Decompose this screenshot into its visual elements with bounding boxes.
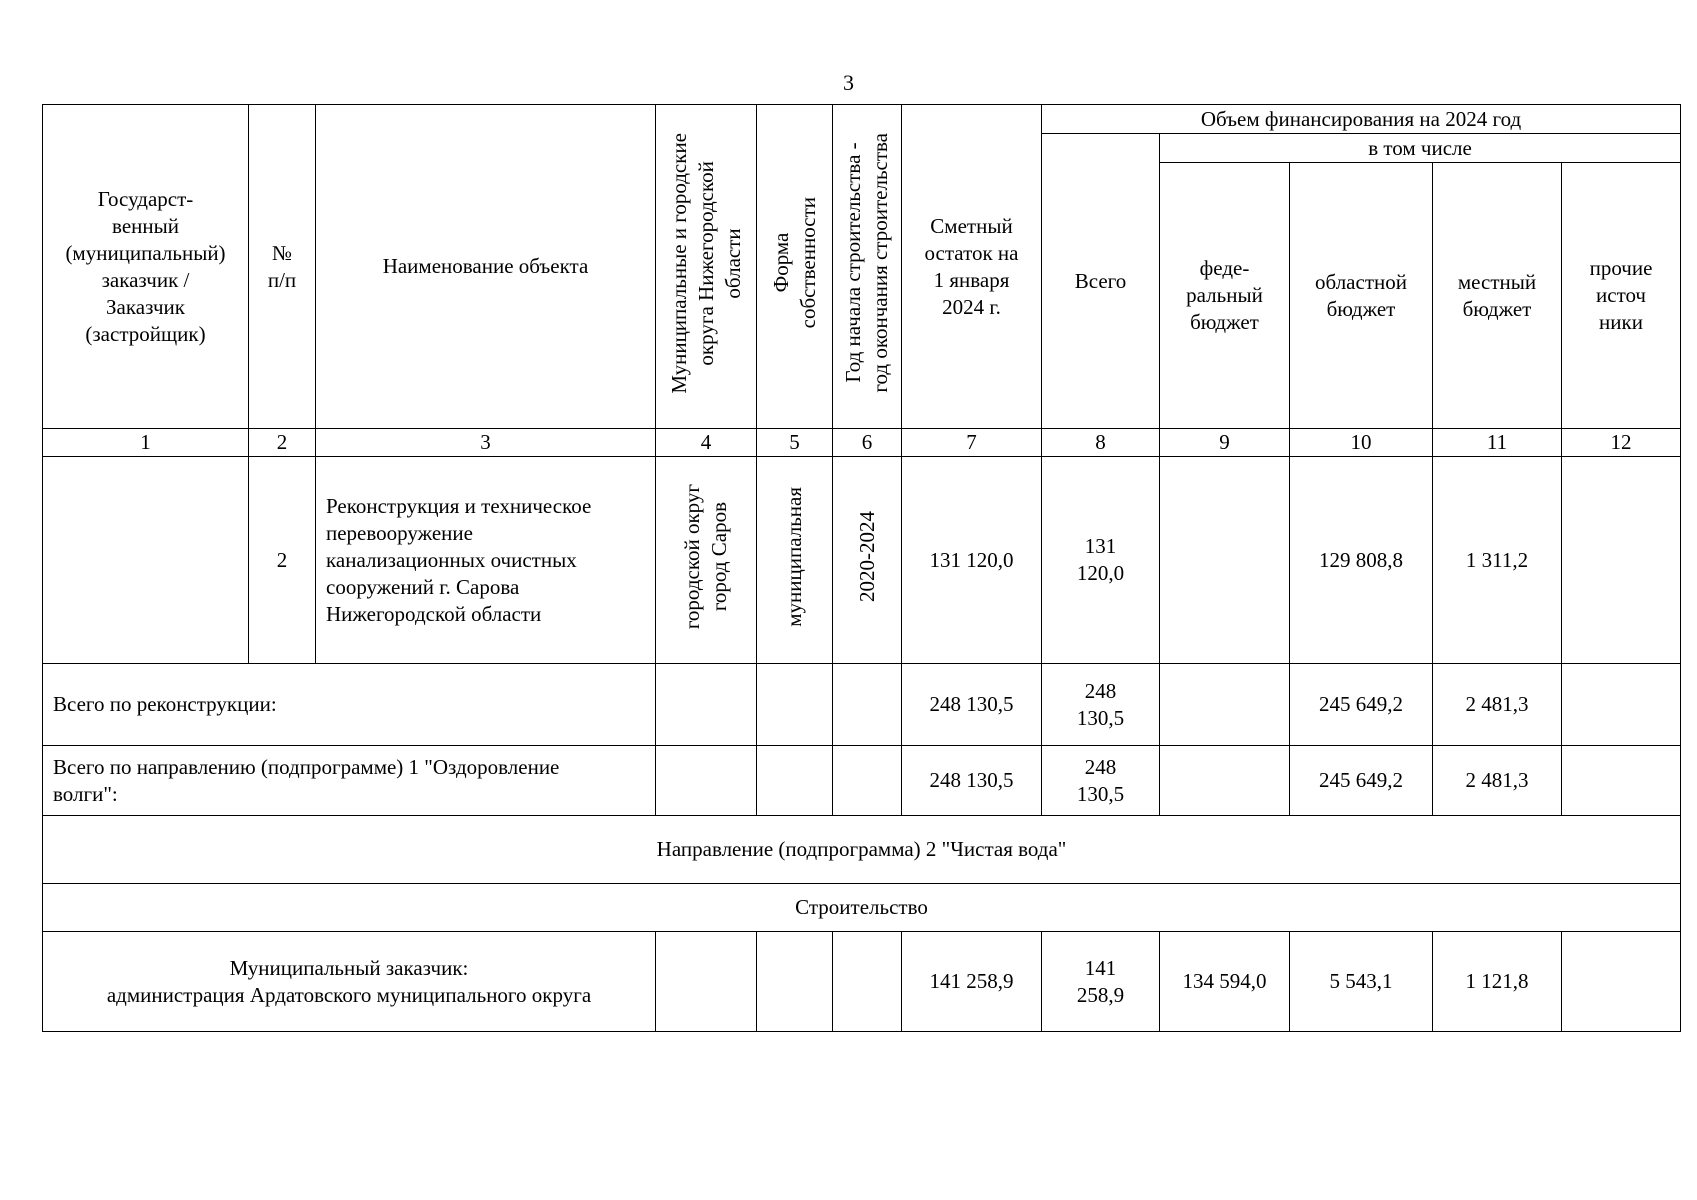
- column-number: 11: [1433, 429, 1562, 457]
- header-federal: феде- ральный бюджет: [1160, 163, 1290, 429]
- object-federal: [1160, 457, 1290, 664]
- customer-total: 141 258,9: [1042, 932, 1160, 1032]
- object-years: 2020-2024: [833, 457, 902, 664]
- object-ownership: муниципальная: [757, 457, 833, 664]
- reconstruction-federal: [1160, 664, 1290, 746]
- object-other: [1562, 457, 1681, 664]
- header-estimate: Сметный остаток на 1 января 2024 г.: [902, 105, 1042, 429]
- object-estimate: 131 120,0: [902, 457, 1042, 664]
- column-number: 1: [43, 429, 249, 457]
- direction-total-label: Всего по направлению (подпрограмме) 1 "Оздоровление волги":: [43, 746, 656, 816]
- empty-cell: [757, 932, 833, 1032]
- empty-cell: [656, 746, 757, 816]
- object-local: 1 311,2: [1433, 457, 1562, 664]
- column-number: 6: [833, 429, 902, 457]
- column-number: 2: [249, 429, 316, 457]
- section-construction-title: Строительство: [43, 884, 1681, 932]
- reconstruction-estimate: 248 130,5: [902, 664, 1042, 746]
- column-number: 5: [757, 429, 833, 457]
- header-other: прочие источ ники: [1562, 163, 1681, 429]
- empty-cell: [833, 664, 902, 746]
- header-regional: областной бюджет: [1290, 163, 1433, 429]
- page-number: 3: [843, 70, 854, 95]
- column-number: 7: [902, 429, 1042, 457]
- header-municipalities: Муниципальные и городские округа Нижегородской области: [656, 105, 757, 429]
- direction-local: 2 481,3: [1433, 746, 1562, 816]
- section-direction-title: Направление (подпрограмма) 2 "Чистая вода": [43, 816, 1681, 884]
- column-number: 9: [1160, 429, 1290, 457]
- customer-federal: 134 594,0: [1160, 932, 1290, 1032]
- direction-other: [1562, 746, 1681, 816]
- header-object-name: Наименование объекта: [316, 105, 656, 429]
- header-years: Год начала строительства - год окончания строительства: [833, 105, 902, 429]
- empty-cell: [833, 932, 902, 1032]
- direction-total: 248 130,5: [1042, 746, 1160, 816]
- reconstruction-other: [1562, 664, 1681, 746]
- reconstruction-regional: 245 649,2: [1290, 664, 1433, 746]
- direction-federal: [1160, 746, 1290, 816]
- empty-cell: [656, 932, 757, 1032]
- customer-label: Муниципальный заказчик: администрация Ардатовского муниципального округа: [43, 932, 656, 1032]
- direction-regional: 245 649,2: [1290, 746, 1433, 816]
- empty-cell: [757, 746, 833, 816]
- customer-regional: 5 543,1: [1290, 932, 1433, 1032]
- column-number: 10: [1290, 429, 1433, 457]
- customer-row: [43, 932, 1681, 1032]
- direction-total-row: [43, 746, 1681, 816]
- object-number: 2: [249, 457, 316, 664]
- empty-cell: [833, 746, 902, 816]
- customer-estimate: 141 258,9: [902, 932, 1042, 1032]
- header-local: местный бюджет: [1433, 163, 1562, 429]
- object-total: 131 120,0: [1042, 457, 1160, 664]
- object-customer-cell: [43, 457, 249, 664]
- empty-cell: [757, 664, 833, 746]
- reconstruction-total-label: Всего по реконструкции:: [43, 664, 656, 746]
- customer-other: [1562, 932, 1681, 1032]
- header-total: Всего: [1042, 134, 1160, 429]
- empty-cell: [656, 664, 757, 746]
- header-number: № п/п: [249, 105, 316, 429]
- object-name: Реконструкция и техническое перевооружение канализационных очистных сооружений г. Сарова Нижегородской области: [316, 457, 656, 664]
- header-customer: Государст- венный (муниципальный) заказчик / Заказчик (застройщик): [43, 105, 249, 429]
- column-number: 12: [1562, 429, 1681, 457]
- header-including: в том числе: [1160, 134, 1681, 163]
- object-regional: 129 808,8: [1290, 457, 1433, 664]
- reconstruction-total: 248 130,5: [1042, 664, 1160, 746]
- column-number: 8: [1042, 429, 1160, 457]
- column-numbers-row: [43, 429, 1681, 457]
- financing-table: [42, 104, 1681, 1032]
- customer-local: 1 121,8: [1433, 932, 1562, 1032]
- object-municipality: городской округ город Саров: [656, 457, 757, 664]
- column-number: 4: [656, 429, 757, 457]
- direction-estimate: 248 130,5: [902, 746, 1042, 816]
- object-row: [43, 457, 1681, 664]
- header-ownership: Форма собственности: [757, 105, 833, 429]
- header-funding: Объем финансирования на 2024 год: [1042, 105, 1681, 134]
- section-construction-row: [43, 884, 1681, 932]
- column-number: 3: [316, 429, 656, 457]
- reconstruction-total-row: [43, 664, 1681, 746]
- reconstruction-local: 2 481,3: [1433, 664, 1562, 746]
- section-direction-row: [43, 816, 1681, 884]
